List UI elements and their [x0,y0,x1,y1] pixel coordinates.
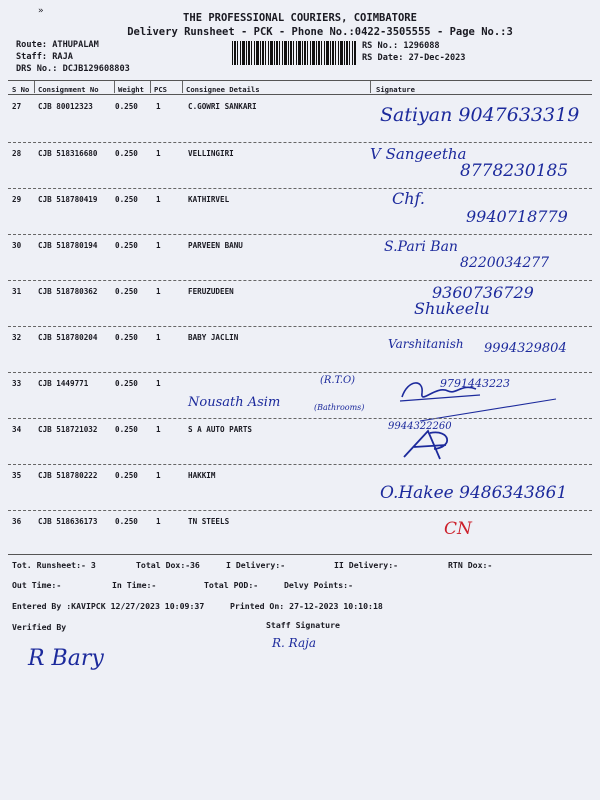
table-row [8,189,592,235]
table-row [8,373,592,419]
table-header-rule [8,94,592,95]
table-row [8,419,592,465]
row-pcs: 1 [156,149,161,158]
row-pcs: 1 [156,517,161,526]
row-weight: 0.250 [115,241,138,250]
row-consignment-no: CJB 518316680 [38,149,98,158]
row-consignee: PARVEEN BANU [188,241,243,250]
recipient-phone: 9940718779 [466,207,568,226]
row-sno: 33 [12,379,22,388]
row-sno: 35 [12,471,22,480]
printed-on: Printed On: 27-12-2023 10:10:18 [230,601,383,611]
row-pcs: 1 [156,102,161,111]
row-consignment-no: CJB 1449771 [38,379,89,388]
table-row [8,281,592,327]
staff-signature: R. Raja [272,636,317,650]
row-pcs: 1 [156,241,161,250]
staff: Staff: RAJA [16,52,73,62]
row-pcs: 1 [156,333,161,342]
company-name: THE PROFESSIONAL COURIERS, COIMBATORE [183,12,417,24]
recipient-phone: 9944322260 [388,421,452,432]
row-weight: 0.250 [115,333,138,342]
table-row [8,143,592,189]
col-signature: Signature [376,85,415,94]
table-row [8,235,592,281]
row-consignee: C.GOWRI SANKARI [188,102,257,111]
total-dox-label: Total Dox:- [136,560,191,570]
row-consignee: TN STEELS [188,517,230,526]
row-sno: 34 [12,425,22,434]
table-row [8,511,592,557]
row-weight: 0.250 [115,287,138,296]
handwritten-note-bathrooms: (Bathrooms) [314,403,365,412]
row-consignment-no: CJB 518780204 [38,333,98,342]
row-consignee: HAKKIM [188,471,216,480]
row-consignment-no: CJB 518780222 [38,471,98,480]
row-weight: 0.250 [115,102,138,111]
entered-by: Entered By :KAVIPCK 12/27/2023 10:09:37 [12,601,205,611]
row-consignment-no: CJB 518721032 [38,425,98,434]
row-consignee: S A AUTO PARTS [188,425,253,434]
out-time: Out Time:- [12,580,62,590]
row-consignee: KATHIRVEL [188,195,230,204]
row-weight: 0.250 [115,379,138,388]
row-sno: 36 [12,517,22,526]
runsheet-title: Delivery Runsheet - PCK - Phone No.:0422-3505555 - Page No.:3 [127,26,513,38]
rtn-dox: RTN Dox:- [448,560,493,570]
row-pcs: 1 [156,379,161,388]
recipient-phone: 9791443223 [440,377,510,390]
col-sno: S No [12,85,30,94]
verified-by-label: Verified By [12,622,67,632]
col-consignment: Consignment No [38,85,99,94]
recipient-signature: V Sangeetha [370,145,467,163]
i-delivery: I Delivery:- [226,560,286,570]
row-sno: 31 [12,287,22,296]
recipient-signature: O.Hakee 9486343861 [380,483,568,503]
row-consignment-no: CJB 518780194 [38,241,98,250]
row-sno: 27 [12,102,22,111]
handwritten-consignee: Nousath Asim [188,395,281,410]
total-pod: Total POD:- [204,580,259,590]
row-consignment-no: CJB 518636173 [38,517,98,526]
in-time: In Time:- [112,580,157,590]
row-weight: 0.250 [115,195,138,204]
row-sno: 30 [12,241,22,250]
row-consignee: FERUZUDEEN [188,287,234,296]
row-consignment-no: CJB 80012323 [38,102,93,111]
col-divider [182,81,183,93]
col-divider [150,81,151,93]
table-bottom-rule [8,554,592,555]
col-divider [34,81,35,93]
row-weight: 0.250 [115,425,138,434]
red-cn-mark: CN [444,519,472,539]
staff-signature-label: Staff Signature [266,620,340,630]
recipient-phone: 9994329804 [484,341,567,356]
drs-number: DRS No.: DCJB129608803 [16,64,130,74]
table-row [8,327,592,373]
row-pcs: 1 [156,287,161,296]
table-top-rule [8,80,592,81]
row-weight: 0.250 [115,149,138,158]
handwritten-note-rto: (R.T.O) [320,375,356,386]
row-pcs: 1 [156,471,161,480]
delvy-points: Delvy Points:- [284,580,354,590]
verified-by-signature: R Bary [28,646,104,671]
table-row [8,465,592,511]
rs-date: RS Date: 27-Dec-2023 [362,53,466,63]
col-pcs: PCS [154,85,167,94]
recipient-phone: 8778230185 [460,161,569,181]
total-runsheet: Tot. Runsheet:- 3 [12,560,96,570]
col-weight: Weight [118,85,144,94]
col-divider [114,81,115,93]
table-row [8,96,592,142]
row-consignment-no: CJB 518780419 [38,195,98,204]
total-dox-value: 36 [190,560,200,570]
ii-delivery: II Delivery:- [334,560,399,570]
recipient-signature: Shukeelu [414,299,490,318]
row-pcs: 1 [156,195,161,204]
row-consignment-no: CJB 518780362 [38,287,98,296]
route: Route: ATHUPALAM [16,40,99,50]
recipient-signature: Varshitanish [388,337,464,351]
col-divider [370,81,371,93]
row-sno: 28 [12,149,22,158]
barcode [232,41,356,65]
scribble-signature [400,427,460,465]
row-consignee: VELLINGIRI [188,149,234,158]
col-consignee: Consignee Details [186,85,260,94]
row-weight: 0.250 [115,471,138,480]
row-consignee: BABY JACLIN [188,333,239,342]
rs-number: RS No.: 1296088 [362,41,440,51]
recipient-phone: 8220034277 [460,255,550,271]
row-sno: 32 [12,333,22,342]
row-weight: 0.250 [115,517,138,526]
recipient-phone: 9360736729 [432,283,534,302]
row-pcs: 1 [156,425,161,434]
recipient-signature: S.Pari Ban [384,239,458,255]
corner-mark: » [38,6,44,16]
recipient-signature: Satiyan 9047633319 [380,104,580,126]
recipient-signature: Chf. [392,189,425,208]
row-sno: 29 [12,195,22,204]
